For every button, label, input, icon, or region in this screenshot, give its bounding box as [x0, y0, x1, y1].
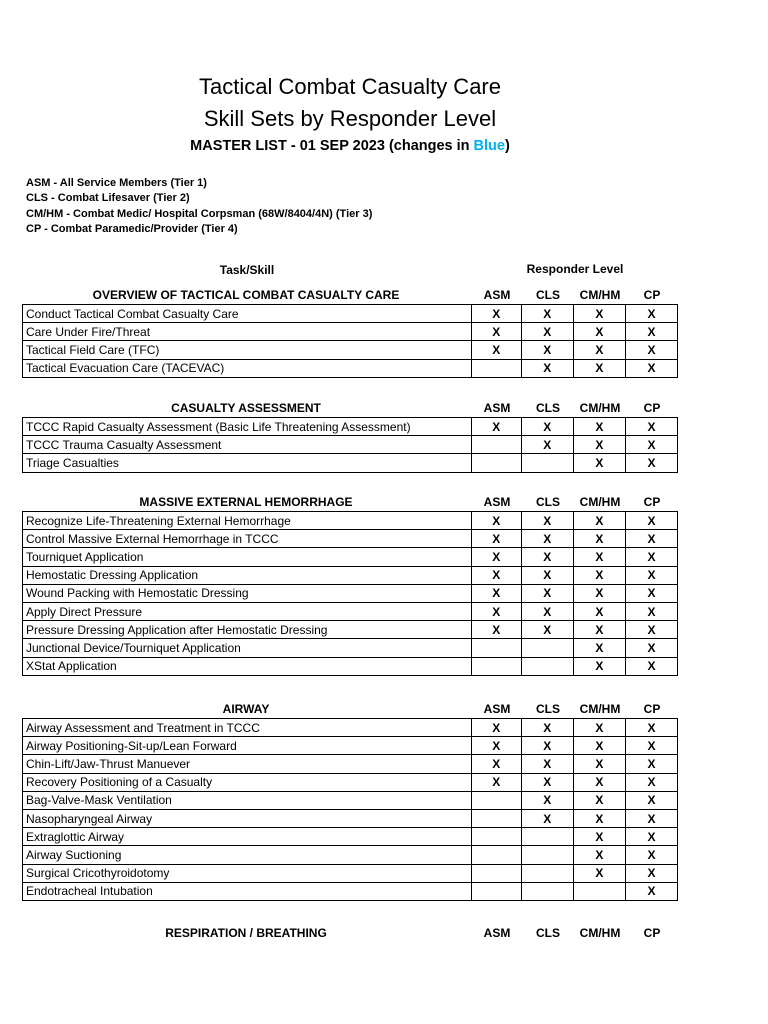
- asm-cell: X: [471, 584, 521, 602]
- cm-hm-cell: [573, 882, 625, 900]
- cp-cell: X: [625, 639, 677, 657]
- cm-hm-cell: X: [573, 737, 625, 755]
- cls-cell: X: [521, 755, 573, 773]
- task-cell: Hemostatic Dressing Application: [23, 566, 472, 584]
- cls-cell: X: [521, 791, 573, 809]
- legend-asm: ASM - All Service Members (Tier 1): [26, 177, 207, 189]
- cls-cell: X: [521, 737, 573, 755]
- cm-hm-cell: X: [573, 512, 625, 530]
- col-header-cls: CLS: [536, 401, 560, 415]
- cm-hm-cell: X: [573, 773, 625, 791]
- table-row: [23, 454, 678, 472]
- asm-cell: X: [471, 341, 521, 359]
- cls-cell: [521, 882, 573, 900]
- section-title: AIRWAY: [222, 702, 270, 716]
- cp-cell: X: [625, 530, 677, 548]
- task-cell: Tourniquet Application: [23, 548, 472, 566]
- asm-cell: [471, 882, 521, 900]
- cls-cell: X: [521, 359, 573, 377]
- cp-cell: X: [625, 791, 677, 809]
- cm-hm-cell: X: [573, 305, 625, 323]
- cm-hm-cell: X: [573, 719, 625, 737]
- col-header-asm: ASM: [483, 702, 511, 716]
- cm-hm-cell: X: [573, 584, 625, 602]
- cp-cell: X: [625, 809, 677, 827]
- cls-cell: X: [521, 773, 573, 791]
- col-header-cls: CLS: [536, 926, 560, 940]
- cp-cell: X: [625, 602, 677, 620]
- section-4: [22, 924, 678, 942]
- cls-cell: X: [521, 418, 573, 436]
- cp-cell: X: [625, 436, 677, 454]
- asm-cell: [471, 828, 521, 846]
- task-cell: Recognize Life-Threatening External Hemorrhage: [23, 512, 472, 530]
- cls-cell: [521, 657, 573, 675]
- asm-cell: X: [471, 773, 521, 791]
- cls-cell: X: [521, 436, 573, 454]
- task-cell: Pressure Dressing Application after Hemostatic Dressing: [23, 621, 472, 639]
- table-row: [23, 305, 678, 323]
- table-row: [23, 791, 678, 809]
- asm-cell: [471, 454, 521, 472]
- cls-cell: [521, 864, 573, 882]
- asm-cell: X: [471, 719, 521, 737]
- asm-cell: X: [471, 566, 521, 584]
- cls-cell: X: [521, 584, 573, 602]
- cp-cell: X: [625, 864, 677, 882]
- table-row: [23, 828, 678, 846]
- asm-cell: X: [471, 323, 521, 341]
- col-header-cm: CM/HM: [579, 401, 621, 415]
- section-header: [22, 493, 678, 511]
- cp-cell: X: [625, 323, 677, 341]
- cls-cell: X: [521, 602, 573, 620]
- cls-cell: [521, 828, 573, 846]
- cls-cell: X: [521, 341, 573, 359]
- section-1: [22, 399, 678, 473]
- cm-hm-cell: X: [573, 657, 625, 675]
- table-row: [23, 512, 678, 530]
- cp-cell: X: [625, 755, 677, 773]
- cls-cell: X: [521, 323, 573, 341]
- table-row: [23, 755, 678, 773]
- col-header-cm: CM/HM: [579, 495, 621, 509]
- cm-hm-cell: X: [573, 436, 625, 454]
- cp-cell: X: [625, 454, 677, 472]
- cls-cell: [521, 639, 573, 657]
- cm-hm-cell: X: [573, 566, 625, 584]
- document-subtitle: Skill Sets by Responder Level: [203, 106, 497, 131]
- task-skill-header: Task/Skill: [219, 263, 275, 277]
- responder-level-header: Responder Level: [526, 262, 624, 276]
- legend-cp: CP - Combat Paramedic/Provider (Tier 4): [26, 223, 238, 236]
- cp-cell: X: [625, 566, 677, 584]
- skills-table: [22, 304, 678, 378]
- table-row: [23, 621, 678, 639]
- task-cell: Bag-Valve-Mask Ventilation: [23, 791, 472, 809]
- cm-hm-cell: X: [573, 621, 625, 639]
- cm-hm-cell: X: [573, 846, 625, 864]
- asm-cell: X: [471, 737, 521, 755]
- asm-cell: [471, 639, 521, 657]
- asm-cell: X: [471, 621, 521, 639]
- cls-cell: X: [521, 621, 573, 639]
- task-cell: Chin-Lift/Jaw-Thrust Manuever: [23, 755, 472, 773]
- master-list-suffix: ): [504, 138, 510, 154]
- cp-cell: X: [625, 719, 677, 737]
- asm-cell: X: [471, 418, 521, 436]
- table-row: [23, 359, 678, 377]
- cp-cell: X: [625, 359, 677, 377]
- section-title: MASSIVE EXTERNAL HEMORRHAGE: [139, 495, 353, 509]
- task-cell: TCCC Rapid Casualty Assessment (Basic Life Threatening Assessment): [23, 418, 472, 436]
- col-header-asm: ASM: [483, 495, 511, 509]
- asm-cell: X: [471, 755, 521, 773]
- cm-hm-cell: X: [573, 530, 625, 548]
- cm-hm-cell: X: [573, 341, 625, 359]
- task-cell: Endotracheal Intubation: [23, 882, 472, 900]
- asm-cell: [471, 864, 521, 882]
- section-header: [22, 399, 678, 417]
- legend-cm: CM/HM - Combat Medic/ Hospital Corpsman (68W/8404/4N) (Tier 3): [26, 207, 373, 220]
- task-cell: Tactical Evacuation Care (TACEVAC): [23, 359, 472, 377]
- cp-cell: X: [625, 548, 677, 566]
- col-header-asm: ASM: [483, 401, 511, 415]
- cls-cell: X: [521, 809, 573, 827]
- asm-cell: [471, 809, 521, 827]
- cm-hm-cell: X: [573, 639, 625, 657]
- cls-cell: X: [521, 719, 573, 737]
- table-row: [23, 566, 678, 584]
- cp-cell: X: [625, 621, 677, 639]
- section-title: CASUALTY ASSESSMENT: [171, 401, 321, 415]
- cp-cell: X: [625, 512, 677, 530]
- task-cell: Wound Packing with Hemostatic Dressing: [23, 584, 472, 602]
- skills-table: [22, 718, 678, 901]
- table-row: [23, 737, 678, 755]
- task-cell: Nasopharyngeal Airway: [23, 809, 472, 827]
- task-cell: TCCC Trauma Casualty Assessment: [23, 436, 472, 454]
- col-header-cp: CP: [643, 495, 661, 509]
- cm-hm-cell: X: [573, 323, 625, 341]
- task-cell: Care Under Fire/Threat: [23, 323, 472, 341]
- cp-cell: X: [625, 341, 677, 359]
- asm-cell: [471, 846, 521, 864]
- cp-cell: X: [625, 305, 677, 323]
- task-cell: XStat Application: [23, 657, 472, 675]
- table-row: [23, 548, 678, 566]
- table-row: [23, 584, 678, 602]
- section-header: [22, 286, 678, 304]
- cp-cell: X: [625, 657, 677, 675]
- cp-cell: X: [625, 882, 677, 900]
- cls-cell: X: [521, 548, 573, 566]
- cm-hm-cell: X: [573, 548, 625, 566]
- tier-legend: [26, 176, 372, 238]
- table-row: [23, 719, 678, 737]
- changes-color-note: Blue: [473, 138, 505, 154]
- col-header-cp: CP: [643, 702, 661, 716]
- cm-hm-cell: X: [573, 809, 625, 827]
- skills-table: [22, 417, 678, 473]
- cp-cell: X: [625, 773, 677, 791]
- asm-cell: X: [471, 548, 521, 566]
- table-row: [23, 864, 678, 882]
- section-0: [22, 286, 678, 378]
- cp-cell: X: [625, 418, 677, 436]
- asm-cell: [471, 436, 521, 454]
- cm-hm-cell: X: [573, 791, 625, 809]
- asm-cell: X: [471, 512, 521, 530]
- col-header-cm: CM/HM: [579, 926, 621, 940]
- cm-hm-cell: X: [573, 602, 625, 620]
- table-row: [23, 436, 678, 454]
- cls-cell: X: [521, 512, 573, 530]
- asm-cell: [471, 791, 521, 809]
- section-header: [22, 700, 678, 718]
- document-title: Tactical Combat Casualty Care: [198, 74, 501, 99]
- table-row: [23, 809, 678, 827]
- asm-cell: [471, 359, 521, 377]
- cls-cell: [521, 454, 573, 472]
- section-2: [22, 493, 678, 676]
- col-header-asm: ASM: [483, 288, 511, 302]
- table-row: [23, 602, 678, 620]
- cm-hm-cell: X: [573, 418, 625, 436]
- master-list-line: [0, 138, 700, 154]
- task-cell: Tactical Field Care (TFC): [23, 341, 472, 359]
- cp-cell: X: [625, 737, 677, 755]
- col-header-asm: ASM: [483, 926, 511, 940]
- cm-hm-cell: X: [573, 359, 625, 377]
- task-cell: Triage Casualties: [23, 454, 472, 472]
- table-row: [23, 882, 678, 900]
- cp-cell: X: [625, 846, 677, 864]
- task-cell: Junctional Device/Tourniquet Application: [23, 639, 472, 657]
- asm-cell: [471, 657, 521, 675]
- table-row: [23, 639, 678, 657]
- table-row: [23, 846, 678, 864]
- section-3: [22, 700, 678, 901]
- asm-cell: X: [471, 530, 521, 548]
- task-cell: Apply Direct Pressure: [23, 602, 472, 620]
- asm-cell: X: [471, 602, 521, 620]
- task-cell: Airway Positioning-Sit-up/Lean Forward: [23, 737, 472, 755]
- table-row: [23, 657, 678, 675]
- cls-cell: [521, 846, 573, 864]
- col-header-cp: CP: [643, 401, 661, 415]
- cls-cell: X: [521, 566, 573, 584]
- task-cell: Extraglottic Airway: [23, 828, 472, 846]
- col-header-cm: CM/HM: [579, 288, 621, 302]
- master-list-prefix: MASTER LIST - 01 SEP 2023 (changes in: [190, 138, 474, 154]
- col-header-cp: CP: [643, 926, 661, 940]
- table-row: [23, 341, 678, 359]
- table-row: [23, 323, 678, 341]
- task-cell: Airway Assessment and Treatment in TCCC: [23, 719, 472, 737]
- skills-table: [22, 511, 678, 676]
- col-header-cls: CLS: [536, 702, 560, 716]
- task-cell: Airway Suctioning: [23, 846, 472, 864]
- asm-cell: X: [471, 305, 521, 323]
- cp-cell: X: [625, 584, 677, 602]
- table-row: [23, 418, 678, 436]
- col-header-cm: CM/HM: [579, 702, 621, 716]
- task-cell: Surgical Cricothyroidotomy: [23, 864, 472, 882]
- cls-cell: X: [521, 530, 573, 548]
- cm-hm-cell: X: [573, 454, 625, 472]
- section-title: OVERVIEW OF TACTICAL COMBAT CASUALTY CARE: [92, 288, 400, 302]
- col-header-cls: CLS: [536, 495, 560, 509]
- section-title: RESPIRATION / BREATHING: [165, 926, 327, 940]
- task-cell: Conduct Tactical Combat Casualty Care: [23, 305, 472, 323]
- table-row: [23, 530, 678, 548]
- col-header-cls: CLS: [536, 288, 560, 302]
- section-header: [22, 924, 678, 942]
- cp-cell: X: [625, 828, 677, 846]
- cm-hm-cell: X: [573, 864, 625, 882]
- task-cell: Control Massive External Hemorrhage in TCCC: [23, 530, 472, 548]
- table-row: [23, 773, 678, 791]
- col-header-cp: CP: [643, 288, 661, 302]
- cls-cell: X: [521, 305, 573, 323]
- cm-hm-cell: X: [573, 828, 625, 846]
- task-cell: Recovery Positioning of a Casualty: [23, 773, 472, 791]
- cm-hm-cell: X: [573, 755, 625, 773]
- legend-cls: CLS - Combat Lifesaver (Tier 2): [26, 192, 190, 205]
